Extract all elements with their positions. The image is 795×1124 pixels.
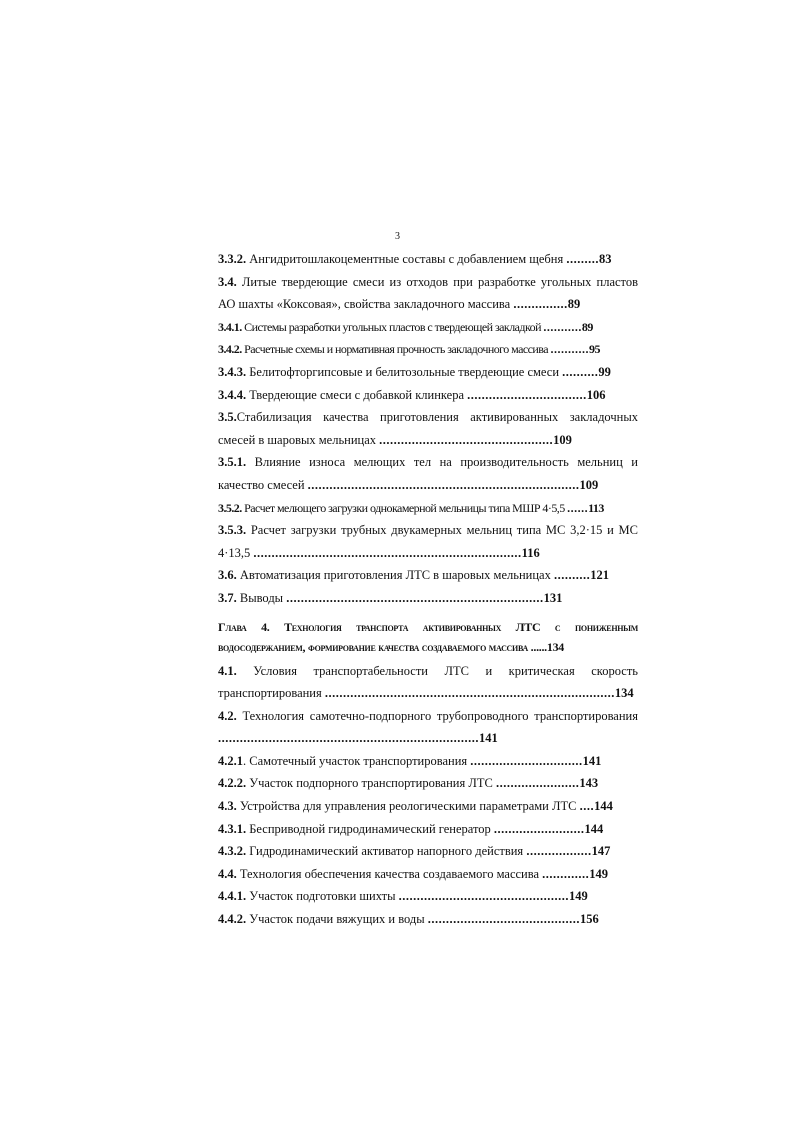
entry-leader-dots: ...... (567, 500, 589, 515)
entry-title: Влияние износа мелющих тел на производительность мельниц и качество смесей (218, 455, 638, 492)
entry-leader-dots: ....................................................................... (286, 590, 544, 605)
entry-leader-dots: .......................................... (427, 912, 581, 927)
entry-page: 99 (598, 364, 611, 379)
entry-leader-dots: .......... (562, 364, 599, 379)
entry-page: 149 (569, 889, 588, 904)
entry-number: 3.4.2. (218, 342, 242, 357)
entry-title: Участок подпорного транспортирования ЛТС (246, 776, 496, 791)
entry-leader-dots: ................................. (467, 387, 587, 402)
entry-number: 4.3.2. (218, 844, 247, 859)
entry-number: 4.3. (218, 799, 237, 814)
entry-page: 141 (479, 731, 498, 746)
entry-number: 4.1. (218, 663, 237, 678)
entry-number: 4.2.1 (218, 753, 243, 768)
entry-title: Твердеющие смеси с добавкой клинкера (246, 387, 468, 402)
entry-title: Выводы (236, 590, 287, 605)
toc-entry (218, 519, 638, 564)
toc-entry (218, 248, 638, 271)
entry-title: Белитофторгипсовые и белитозольные твердеющие смеси (246, 364, 563, 379)
entry-number: 3.5.3. (218, 523, 247, 538)
entry-title: Литые твердеющие смеси из отходов при разработке угольных пластов АО шахты «Коксовая», свойства закладочного массива (218, 274, 638, 312)
entry-leader-dots: ....................... (495, 776, 580, 791)
entry-leader-dots: ............. (542, 866, 590, 881)
chapter-page: 134 (546, 640, 564, 654)
entry-page: 121 (590, 568, 609, 583)
entry-number: 3.5.1. (218, 455, 247, 470)
entry-title: Автоматизация приготовления ЛТС в шаровых мельницах (236, 568, 554, 583)
entry-page: 143 (579, 776, 599, 791)
toc-entry (218, 772, 638, 795)
toc-entry (218, 338, 638, 361)
entry-leader-dots: ........... (550, 342, 589, 357)
toc-entry (218, 818, 638, 841)
toc-entry (218, 705, 638, 750)
toc-entry (218, 564, 638, 587)
toc-chapter-heading (218, 617, 638, 658)
entry-number: 3.4.4. (218, 387, 247, 402)
entry-number: 4.4.2. (218, 912, 247, 927)
entry-title: Расчет загрузки трубных двукамерных мельниц типа МС 3,2·15 и МС 4·13,5 (218, 523, 638, 560)
toc-entry (218, 795, 638, 818)
entry-page: 109 (553, 432, 572, 447)
toc-entry (218, 271, 638, 316)
entry-page: 109 (579, 477, 599, 492)
toc-entry (218, 384, 638, 407)
entry-page: 113 (588, 500, 604, 515)
toc-entry (218, 497, 638, 520)
entry-title: Ангидритошлакоцементные составы с добавлением щебня (246, 252, 567, 266)
entry-title: Бесприводной гидродинамический генератор (246, 821, 494, 836)
entry-page: 156 (580, 912, 599, 927)
entry-leader-dots: .......................................................................... (253, 545, 522, 560)
entry-number: 4.2. (218, 708, 237, 723)
toc-entry (218, 361, 638, 384)
entry-title: Расчетные схемы и нормативная прочность закладочного массива (241, 342, 551, 357)
entry-page: 144 (594, 799, 613, 814)
table-of-contents (218, 248, 638, 931)
entry-title: Гидродинамический активатор напорного действия (246, 844, 527, 859)
entry-title: Системы разработки угольных пластов с твердеющей закладкой (241, 319, 544, 334)
toc-section-chapter-3 (218, 248, 638, 610)
chapter-dots: ...... (530, 640, 547, 654)
entry-leader-dots: ............................... (470, 753, 583, 768)
entry-leader-dots: .................. (526, 844, 592, 859)
entry-title: Расчет мелющего загрузки однокамерной мельницы типа МШР 4·5,5 (241, 500, 568, 515)
entry-title: Устройства для управления реологическими параметрами ЛТС (236, 799, 580, 814)
entry-number: 3.6. (218, 568, 237, 583)
entry-page: 149 (589, 866, 609, 881)
entry-title: Участок подачи вяжущих и воды (246, 912, 428, 927)
entry-leader-dots: ......................... (493, 821, 585, 836)
toc-entry (218, 660, 638, 705)
entry-number: 4.2.2. (218, 776, 247, 791)
entry-leader-dots: ......... (566, 252, 599, 266)
entry-page: 89 (581, 319, 593, 334)
entry-page: 89 (567, 297, 581, 312)
entry-leader-dots: .......... (553, 568, 591, 583)
entry-leader-dots: .... (579, 799, 595, 814)
entry-title: Технология самотечно-подпорного трубопроводного транспортирования (236, 708, 638, 723)
toc-entry (218, 863, 638, 886)
toc-entry (218, 750, 638, 773)
entry-leader-dots: ........................................................................ (218, 731, 479, 746)
toc-entry (218, 451, 638, 496)
chapter-title: Технология транспорта активированных ЛТС с пониженным водосодержанием, формирование качества создаваемого массива (218, 619, 638, 654)
entry-number: 3.4.1. (218, 319, 242, 334)
entry-number: 4.3.1. (218, 821, 247, 836)
chapter-prefix: Глава 4. (218, 619, 285, 634)
entry-page: 106 (586, 387, 606, 402)
entry-page: 141 (582, 753, 602, 768)
entry-title: Участок подготовки шихты (246, 889, 399, 904)
entry-title: Технология обеспечения качества создаваемого массива (236, 866, 543, 881)
entry-page: 147 (591, 844, 611, 859)
entry-leader-dots: ............... (513, 297, 568, 312)
entry-number: 3.5. (218, 410, 237, 425)
entry-leader-dots: ........................................................................... (307, 477, 580, 492)
entry-title: . Самотечный участок транспортирования (243, 753, 471, 768)
entry-leader-dots: ................................................ (379, 432, 554, 447)
entry-title: Условия транспортабельности ЛТС и критическая скорость транспортирования (218, 663, 638, 701)
entry-number: 4.4. (218, 866, 237, 881)
entry-leader-dots: ........... (543, 319, 582, 334)
entry-number: 3.4. (218, 274, 237, 289)
entry-title: Стабилизация качества приготовления активированных закладочных смесей в шаровых мельницах (218, 410, 638, 447)
entry-page: 144 (584, 821, 604, 836)
entry-number: 3.3.2. (218, 252, 247, 266)
toc-entry (218, 316, 638, 339)
entry-number: 3.4.3. (218, 364, 247, 379)
toc-entry (218, 406, 638, 451)
entry-page: 116 (521, 545, 540, 560)
entry-page: 95 (589, 342, 600, 357)
entry-leader-dots: ................................................................................ (324, 686, 615, 701)
toc-section-chapter-4 (218, 660, 638, 931)
entry-page: 131 (543, 590, 563, 605)
entry-number: 3.7. (218, 590, 237, 605)
entry-number: 3.5.2. (218, 500, 242, 515)
toc-entry (218, 840, 638, 863)
toc-entry (218, 885, 638, 908)
entry-number: 4.4.1. (218, 889, 247, 904)
entry-leader-dots: ............................................... (398, 889, 570, 904)
toc-entry (218, 587, 638, 610)
entry-page: 134 (614, 686, 634, 701)
entry-page: 83 (598, 252, 612, 266)
page-number: 3 (395, 231, 400, 242)
toc-entry (218, 908, 638, 931)
